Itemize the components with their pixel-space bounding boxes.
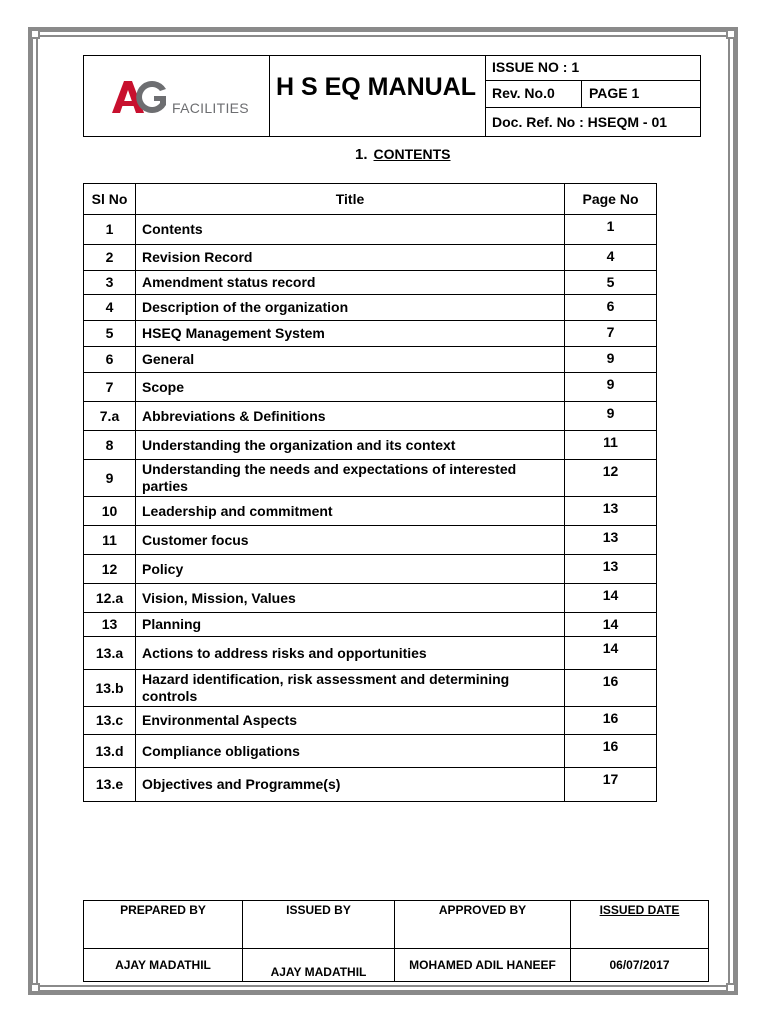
- table-row: [84, 373, 657, 402]
- prepared-by-label: PREPARED BY: [84, 901, 243, 949]
- row-title: Actions to address risks and opportunities: [136, 637, 565, 670]
- row-title: General: [136, 347, 565, 373]
- row-title: Amendment status record: [136, 271, 565, 295]
- table-row: [84, 735, 657, 768]
- table-row: [84, 431, 657, 460]
- row-sl-no: 3: [84, 271, 136, 295]
- document-header: [83, 55, 701, 137]
- column-header-title: Title: [136, 184, 565, 215]
- row-page-no: 13: [565, 497, 657, 526]
- row-page-no: 17: [565, 768, 657, 802]
- row-sl-no: 6: [84, 347, 136, 373]
- issued-date-label: ISSUED DATE: [571, 901, 709, 949]
- row-title: HSEQ Management System: [136, 321, 565, 347]
- signoff-table: [83, 900, 709, 982]
- row-page-no: 16: [565, 707, 657, 735]
- row-sl-no: 8: [84, 431, 136, 460]
- table-row: [84, 613, 657, 637]
- revision-no: Rev. No.0: [492, 85, 555, 101]
- row-title: Abbreviations & Definitions: [136, 402, 565, 431]
- row-page-no: 6: [565, 295, 657, 321]
- row-sl-no: 13: [84, 613, 136, 637]
- table-row: [84, 402, 657, 431]
- prepared-by-name: AJAY MADATHIL: [84, 949, 243, 982]
- row-page-no: 14: [565, 613, 657, 637]
- row-sl-no: 13.b: [84, 670, 136, 707]
- row-title: Understanding the needs and expectations of interested parties: [136, 460, 565, 497]
- table-row: [84, 215, 657, 245]
- row-page-no: 16: [565, 735, 657, 768]
- section-title: CONTENTS: [373, 146, 451, 162]
- row-title: Objectives and Programme(s): [136, 768, 565, 802]
- row-title: Contents: [136, 215, 565, 245]
- company-logo: [84, 56, 270, 136]
- table-row: [84, 768, 657, 802]
- row-page-no: 7: [565, 321, 657, 347]
- row-sl-no: 7.a: [84, 402, 136, 431]
- section-heading: [355, 146, 451, 163]
- row-sl-no: 12: [84, 555, 136, 584]
- row-page-no: 16: [565, 670, 657, 707]
- row-sl-no: 10: [84, 497, 136, 526]
- row-page-no: 11: [565, 431, 657, 460]
- section-number: 1.: [355, 146, 368, 163]
- manual-title-cell: [270, 56, 486, 136]
- row-page-no: 14: [565, 637, 657, 670]
- row-sl-no: 9: [84, 460, 136, 497]
- row-page-no: 9: [565, 347, 657, 373]
- row-page-no: 13: [565, 526, 657, 555]
- row-sl-no: 13.e: [84, 768, 136, 802]
- page-number: PAGE 1: [589, 85, 640, 101]
- row-title: Hazard identification, risk assessment and determining controls: [136, 670, 565, 707]
- issued-by-label: ISSUED BY: [243, 901, 395, 949]
- row-sl-no: 5: [84, 321, 136, 347]
- table-row: [84, 584, 657, 613]
- row-title: Leadership and commitment: [136, 497, 565, 526]
- issue-no: ISSUE NO : 1: [492, 59, 580, 75]
- row-title: Description of the organization: [136, 295, 565, 321]
- row-page-no: 9: [565, 373, 657, 402]
- approved-by-label: APPROVED BY: [395, 901, 571, 949]
- row-title: Scope: [136, 373, 565, 402]
- row-title: Vision, Mission, Values: [136, 584, 565, 613]
- column-header-sl-no: Sl No: [84, 184, 136, 215]
- row-title: Environmental Aspects: [136, 707, 565, 735]
- row-page-no: 14: [565, 584, 657, 613]
- row-page-no: 13: [565, 555, 657, 584]
- row-title: Customer focus: [136, 526, 565, 555]
- frame-corner: [30, 29, 40, 39]
- contents-header-row: [84, 184, 657, 215]
- row-sl-no: 1: [84, 215, 136, 245]
- row-title: Understanding the organization and its context: [136, 431, 565, 460]
- table-row: [84, 245, 657, 271]
- row-title: Policy: [136, 555, 565, 584]
- row-page-no: 1: [565, 215, 657, 245]
- document-reference: Doc. Ref. No : HSEQM - 01: [492, 114, 668, 130]
- row-sl-no: 2: [84, 245, 136, 271]
- row-sl-no: 11: [84, 526, 136, 555]
- row-sl-no: 4: [84, 295, 136, 321]
- table-row: [84, 271, 657, 295]
- manual-title: H S EQ MANUAL: [276, 73, 476, 101]
- row-sl-no: 13.c: [84, 707, 136, 735]
- table-row: [84, 555, 657, 584]
- frame-corner: [30, 983, 40, 993]
- table-row: [84, 321, 657, 347]
- table-row: [84, 295, 657, 321]
- frame-corner: [726, 983, 736, 993]
- row-title: Revision Record: [136, 245, 565, 271]
- approved-by-name: MOHAMED ADIL HANEEF: [395, 949, 571, 982]
- row-title: Compliance obligations: [136, 735, 565, 768]
- table-row: [84, 670, 657, 707]
- row-page-no: 9: [565, 402, 657, 431]
- row-sl-no: 12.a: [84, 584, 136, 613]
- logo-subtext: FACILITIES: [172, 100, 249, 116]
- row-title: Planning: [136, 613, 565, 637]
- table-row: [84, 460, 657, 497]
- column-header-page-no: Page No: [565, 184, 657, 215]
- table-row: [84, 347, 657, 373]
- frame-corner: [726, 29, 736, 39]
- row-page-no: 5: [565, 271, 657, 295]
- issued-by-name: AJAY MADATHIL: [243, 949, 395, 982]
- table-row: [84, 526, 657, 555]
- issued-date-value: 06/07/2017: [571, 949, 709, 982]
- row-page-no: 4: [565, 245, 657, 271]
- table-row: [84, 707, 657, 735]
- row-sl-no: 7: [84, 373, 136, 402]
- table-row: [84, 497, 657, 526]
- table-row: [84, 637, 657, 670]
- contents-table: [83, 183, 657, 802]
- ag-logo-mark: [112, 80, 168, 114]
- row-sl-no: 13.a: [84, 637, 136, 670]
- row-sl-no: 13.d: [84, 735, 136, 768]
- row-page-no: 12: [565, 460, 657, 497]
